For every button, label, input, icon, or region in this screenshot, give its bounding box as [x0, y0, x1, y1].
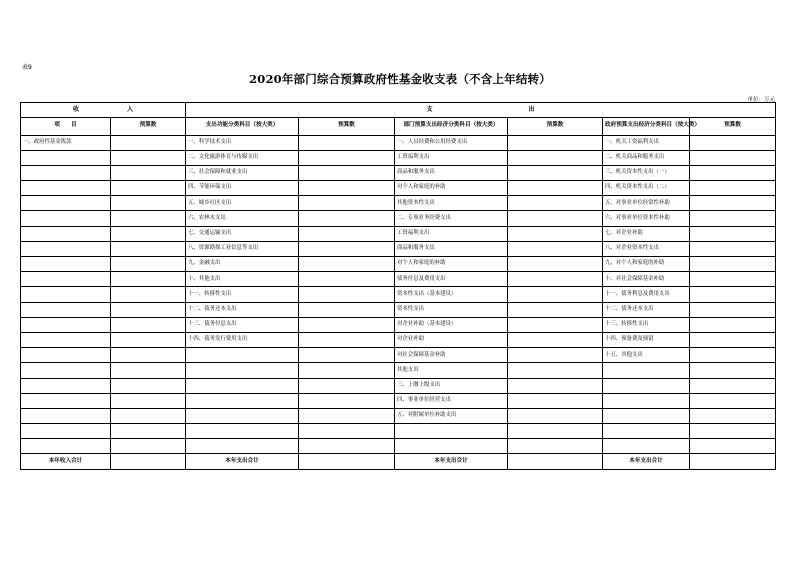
- table-row: [21, 226, 776, 241]
- dept-econ-item-cell: 工资福利支出: [395, 226, 508, 241]
- dept-econ-item-cell: 商品和服务支出: [395, 241, 508, 256]
- function-item-cell: 三、社会保障和就业支出: [186, 165, 299, 180]
- gov-econ-item-cell: 二、机关商品和服务支出: [603, 150, 690, 165]
- page-title: 2020年部门综合预算政府性基金收支表（不含上年结转）: [249, 72, 551, 86]
- income-item-cell: [21, 332, 111, 347]
- col-header: 政府预算支出经济分类科目（按大类）: [603, 118, 690, 136]
- dept-econ-item-total: 本年支出合计: [395, 454, 508, 469]
- function-item-cell: 二、文化旅游体育与传媒支出: [186, 150, 299, 165]
- dept-econ-amount-cell: [508, 378, 603, 393]
- gov-econ-amount-cell: [690, 424, 776, 439]
- income-item-cell: [21, 439, 111, 454]
- dept-econ-item-cell: 三、上缴上级支出: [395, 378, 508, 393]
- table-row: [21, 348, 776, 363]
- function-item-cell: 七、交通运输支出: [186, 226, 299, 241]
- dept-econ-item-cell: 对企业补助: [395, 332, 508, 347]
- income-amount-cell: [111, 424, 186, 439]
- gov-econ-item-cell: 十五、其他支出: [603, 348, 690, 363]
- gov-econ-item-cell: 十四、预备费及预留: [603, 332, 690, 347]
- section-row: [21, 103, 776, 118]
- income-item-cell: [21, 165, 111, 180]
- income-item-cell: [21, 302, 111, 317]
- gov-econ-amount-cell: [690, 363, 776, 378]
- table-row: [21, 241, 776, 256]
- function-amount-cell: [299, 181, 395, 196]
- gov-econ-item-cell: [603, 363, 690, 378]
- income-amount-cell: [111, 150, 186, 165]
- function-item-cell: 八、资源勘探工业信息等支出: [186, 241, 299, 256]
- function-amount-cell: [299, 165, 395, 180]
- gov-econ-item-cell: [603, 439, 690, 454]
- function-amount-cell: [299, 211, 395, 226]
- income-item-cell: [21, 317, 111, 332]
- gov-econ-amount-cell: [690, 332, 776, 347]
- table-row: [21, 317, 776, 332]
- expense-section-header: 支 出: [186, 103, 776, 118]
- gov-econ-amount-cell: [690, 165, 776, 180]
- function-amount-total: [299, 454, 395, 469]
- totals-row: [21, 454, 776, 469]
- income-amount-total: [111, 454, 186, 469]
- gov-econ-item-cell: 一、机关工资福利支出: [603, 135, 690, 150]
- gov-econ-amount-cell: [690, 257, 776, 272]
- function-item-cell: 六、农林水支出: [186, 211, 299, 226]
- table-row: [21, 135, 776, 150]
- col-header: 预算数: [508, 118, 603, 136]
- dept-econ-amount-cell: [508, 317, 603, 332]
- table-row: [21, 378, 776, 393]
- dept-econ-item-cell: 一、人员经费和公用经费支出: [395, 135, 508, 150]
- income-item-cell: [21, 211, 111, 226]
- gov-econ-item-total: 本年支出合计: [603, 454, 690, 469]
- gov-econ-amount-cell: [690, 181, 776, 196]
- function-item-cell: [186, 363, 299, 378]
- dept-econ-amount-cell: [508, 211, 603, 226]
- gov-econ-amount-cell: [690, 393, 776, 408]
- function-item-cell: [186, 424, 299, 439]
- dept-econ-amount-total: [508, 454, 603, 469]
- dept-econ-item-cell: 二、专项业务经费支出: [395, 211, 508, 226]
- gov-econ-amount-cell: [690, 226, 776, 241]
- dept-econ-item-cell: 对个人和家庭的补助: [395, 257, 508, 272]
- income-amount-cell: [111, 211, 186, 226]
- function-item-cell: 四、节能环保支出: [186, 181, 299, 196]
- income-amount-cell: [111, 348, 186, 363]
- income-item-cell: [21, 226, 111, 241]
- function-amount-cell: [299, 332, 395, 347]
- table-row: [21, 408, 776, 423]
- gov-econ-amount-cell: [690, 241, 776, 256]
- gov-econ-item-cell: 四、机关资本性支出（二）: [603, 181, 690, 196]
- income-amount-cell: [111, 332, 186, 347]
- dept-econ-item-cell: 商品和服务支出: [395, 165, 508, 180]
- table-row: [21, 257, 776, 272]
- dept-econ-item-cell: [395, 439, 508, 454]
- function-amount-cell: [299, 408, 395, 423]
- income-item-cell: [21, 181, 111, 196]
- dept-econ-amount-cell: [508, 287, 603, 302]
- table-row: [21, 196, 776, 211]
- income-amount-cell: [111, 165, 186, 180]
- dept-econ-item-cell: 其他支出: [395, 363, 508, 378]
- function-item-cell: [186, 378, 299, 393]
- function-item-cell: [186, 393, 299, 408]
- function-item-cell: 十一、转移性支出: [186, 287, 299, 302]
- income-amount-cell: [111, 272, 186, 287]
- dept-econ-item-cell: [395, 424, 508, 439]
- function-item-cell: 十二、债务还本支出: [186, 302, 299, 317]
- function-amount-cell: [299, 424, 395, 439]
- col-header: 支出功能分类科目（按大类）: [186, 118, 299, 136]
- function-item-cell: 十、其他支出: [186, 272, 299, 287]
- income-item-cell: [21, 363, 111, 378]
- income-amount-cell: [111, 241, 186, 256]
- dept-econ-amount-cell: [508, 272, 603, 287]
- dept-econ-amount-cell: [508, 302, 603, 317]
- income-amount-cell: [111, 181, 186, 196]
- gov-econ-item-cell: [603, 378, 690, 393]
- function-item-cell: [186, 348, 299, 363]
- income-amount-cell: [111, 196, 186, 211]
- income-amount-cell: [111, 135, 186, 150]
- function-amount-cell: [299, 393, 395, 408]
- gov-econ-amount-cell: [690, 408, 776, 423]
- gov-econ-item-cell: 七、对企业补助: [603, 226, 690, 241]
- col-header: 预算数: [111, 118, 186, 136]
- gov-econ-item-cell: 十、对社会保障基金补助: [603, 272, 690, 287]
- income-amount-cell: [111, 257, 186, 272]
- income-amount-cell: [111, 226, 186, 241]
- gov-econ-item-cell: [603, 424, 690, 439]
- income-item-cell: 一、政府性基金拨款: [21, 135, 111, 150]
- dept-econ-item-cell: 资本性支出: [395, 302, 508, 317]
- income-item-cell: [21, 378, 111, 393]
- gov-econ-amount-cell: [690, 439, 776, 454]
- gov-econ-amount-cell: [690, 287, 776, 302]
- gov-econ-amount-total: [690, 454, 776, 469]
- function-amount-cell: [299, 257, 395, 272]
- dept-econ-amount-cell: [508, 348, 603, 363]
- dept-econ-amount-cell: [508, 241, 603, 256]
- dept-econ-item-cell: 对社会保障基金补助: [395, 348, 508, 363]
- income-item-cell: [21, 424, 111, 439]
- income-item-cell: [21, 287, 111, 302]
- function-amount-cell: [299, 226, 395, 241]
- table-row: [21, 165, 776, 180]
- dept-econ-amount-cell: [508, 332, 603, 347]
- income-amount-cell: [111, 408, 186, 423]
- col-header: 预算数: [299, 118, 395, 136]
- income-section-header: 收 入: [21, 103, 186, 118]
- gov-econ-item-cell: 八、对企业资本性支出: [603, 241, 690, 256]
- table-row: [21, 181, 776, 196]
- gov-econ-item-cell: [603, 393, 690, 408]
- function-amount-cell: [299, 150, 395, 165]
- table-row: [21, 439, 776, 454]
- income-item-cell: [21, 408, 111, 423]
- dept-econ-item-cell: 对个人和家庭的补助: [395, 181, 508, 196]
- dept-econ-amount-cell: [508, 424, 603, 439]
- table-row: [21, 287, 776, 302]
- gov-econ-item-cell: 五、对事业单位经常性补助: [603, 196, 690, 211]
- gov-econ-amount-cell: [690, 317, 776, 332]
- function-amount-cell: [299, 241, 395, 256]
- dept-econ-amount-cell: [508, 150, 603, 165]
- income-item-cell: [21, 393, 111, 408]
- gov-econ-amount-cell: [690, 302, 776, 317]
- function-amount-cell: [299, 439, 395, 454]
- income-item-cell: [21, 150, 111, 165]
- dept-econ-amount-cell: [508, 408, 603, 423]
- table-row: [21, 332, 776, 347]
- gov-econ-amount-cell: [690, 150, 776, 165]
- table-row: [21, 272, 776, 287]
- gov-econ-amount-cell: [690, 378, 776, 393]
- dept-econ-amount-cell: [508, 181, 603, 196]
- income-amount-cell: [111, 439, 186, 454]
- dept-econ-amount-cell: [508, 226, 603, 241]
- income-item-cell: [21, 196, 111, 211]
- dept-econ-amount-cell: [508, 363, 603, 378]
- dept-econ-item-cell: 资本性支出（基本建设）: [395, 287, 508, 302]
- function-item-cell: 十四、债务发行费用支出: [186, 332, 299, 347]
- dept-econ-amount-cell: [508, 257, 603, 272]
- gov-econ-item-cell: [603, 408, 690, 423]
- dept-econ-amount-cell: [508, 165, 603, 180]
- function-amount-cell: [299, 196, 395, 211]
- dept-econ-item-cell: 五、对附属单位补助支出: [395, 408, 508, 423]
- function-item-cell: [186, 439, 299, 454]
- table-row: [21, 424, 776, 439]
- income-amount-cell: [111, 317, 186, 332]
- function-item-cell: 五、城乡社区支出: [186, 196, 299, 211]
- income-item-cell: [21, 272, 111, 287]
- table-row: [21, 393, 776, 408]
- income-item-total: 本年收入合计: [21, 454, 111, 469]
- gov-econ-item-cell: 六、对事业单位资本性补助: [603, 211, 690, 226]
- dept-econ-item-cell: 工资福利支出: [395, 150, 508, 165]
- table-row: [21, 211, 776, 226]
- income-amount-cell: [111, 287, 186, 302]
- form-number: 表9: [22, 64, 32, 71]
- function-amount-cell: [299, 287, 395, 302]
- unit-label: 单位：万元: [747, 97, 775, 103]
- function-item-cell: 十三、债务付息支出: [186, 317, 299, 332]
- income-item-cell: [21, 241, 111, 256]
- dept-econ-item-cell: 对企业补助（基本建设）: [395, 317, 508, 332]
- col-header: 项 目: [21, 118, 111, 136]
- function-amount-cell: [299, 378, 395, 393]
- function-item-cell: 九、金融支出: [186, 257, 299, 272]
- table-row: [21, 302, 776, 317]
- gov-econ-amount-cell: [690, 196, 776, 211]
- income-amount-cell: [111, 302, 186, 317]
- gov-econ-amount-cell: [690, 272, 776, 287]
- dept-econ-item-cell: 债务付息及费用支出: [395, 272, 508, 287]
- table-row: [21, 363, 776, 378]
- table-row: [21, 150, 776, 165]
- income-amount-cell: [111, 363, 186, 378]
- function-amount-cell: [299, 348, 395, 363]
- dept-econ-item-cell: 其他资本性支出: [395, 196, 508, 211]
- function-amount-cell: [299, 317, 395, 332]
- income-amount-cell: [111, 378, 186, 393]
- dept-econ-amount-cell: [508, 135, 603, 150]
- gov-econ-amount-cell: [690, 211, 776, 226]
- dept-econ-amount-cell: [508, 393, 603, 408]
- col-header: 预算数: [690, 118, 776, 136]
- gov-econ-item-cell: 十三、转移性支出: [603, 317, 690, 332]
- function-item-cell: 一、科学技术支出: [186, 135, 299, 150]
- dept-econ-item-cell: 四、事业单位经营支出: [395, 393, 508, 408]
- gov-econ-item-cell: 三、机关资本性支出（一）: [603, 165, 690, 180]
- gov-econ-item-cell: 十二、债务还本支出: [603, 302, 690, 317]
- column-header-row: [21, 118, 776, 136]
- function-amount-cell: [299, 272, 395, 287]
- function-amount-cell: [299, 363, 395, 378]
- col-header: 部门预算支出经济分类科目（按大类）: [395, 118, 508, 136]
- income-item-cell: [21, 257, 111, 272]
- gov-econ-item-cell: 九、对个人和家庭的补助: [603, 257, 690, 272]
- function-item-cell: [186, 408, 299, 423]
- dept-econ-amount-cell: [508, 196, 603, 211]
- gov-econ-amount-cell: [690, 348, 776, 363]
- function-amount-cell: [299, 302, 395, 317]
- gov-econ-amount-cell: [690, 135, 776, 150]
- dept-econ-amount-cell: [508, 439, 603, 454]
- budget-table: [20, 102, 776, 470]
- function-item-total: 本年支出合计: [186, 454, 299, 469]
- income-item-cell: [21, 348, 111, 363]
- gov-econ-item-cell: 十一、债务利息及费用支出: [603, 287, 690, 302]
- income-amount-cell: [111, 393, 186, 408]
- function-amount-cell: [299, 135, 395, 150]
